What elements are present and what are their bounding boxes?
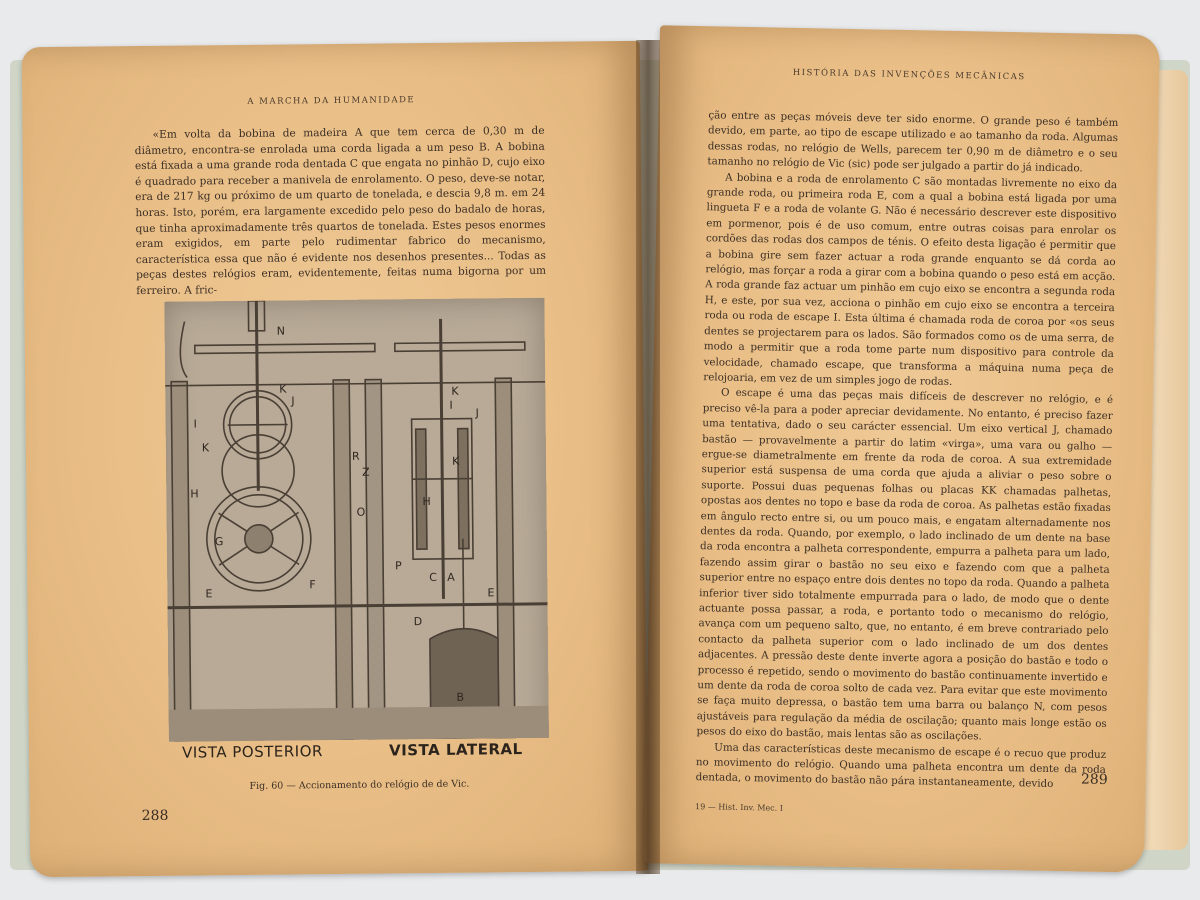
fig-letter: E [487, 586, 495, 600]
right-paragraph-3: O escape é uma das peças mais difíceis de descrever no relógio, e é preciso vê-la para a poder apreciar devidamente. No entanto, é preciso fazer uma tentativa, dado o seu carácter essencial. Um eixo vertical J, chamado bastão — provavelmente a partir do latim «virga», uma vara ou galho — ergue-se diametralmente em frente da roda de coroa. A sua extremidade superior está suspensa de uma corda que ajuda a aliviar o peso sobre o suporte. Possui duas pequenas folhas ou placas KK chamadas palhetas, opostas aos dentes no topo e base da roda de coroa. As palhetas estão fixadas em ângulo recto entre si, ou um pouco mais, e engatam alternadamente nos dentes da roda. Quando, por exemplo, o lado inclinado de um dente na base da roda encontra a palheta correspondente, empurra a palheta para um lado, fazendo assim girar o bastão no seu eixo e fazendo com que a palheta superior entre no espaço entre dois dentes no topo da roda. Quando a palheta inferior tiver sido totalmente empurrada para o lado, de modo que o dente actuante possa passar, a roda, e portanto todo o mecanismo do relógio, avança com um pequeno salto, que, no entanto, é em breve contrariado pelo contacto da palheta superior com o lado inclinado de um dos dentes adjacentes. A pressão deste dente inverte agora a posição do bastão e todo o processo é repetido, sendo o movimento do bastão continuamente invertido e um dente da roda de coroa solto de cada vez. Para evitar que este movimento se faça muito depressa, o bastão tem uma barra ou balanço N, com pesos ajustáveis para regulação da média de oscilação; quanto mais longe estão os pesos do eixo do bastão, mais lentas são as oscilações. [696, 386, 1114, 743]
left-paragraph-1: «Em volta da bobina de madeira A que tem cerca de 0,30 m de diâmetro, encontra-se enrolada uma corda ligada a um peso B. A bobina está fixada a uma grande roda dentada C que engata no pinhão D, cujo eixo é quadrado para receber a manivela de enrolamento. O peso, deve-se notar, era de 217 kg ou próximo de um quarto de tonelada, e descia 9,8 m. em 24 horas. Isto, porém, era largamente excedido pelo peso do badalo de horas, que tinha aproximadamente três quartos de tonelada. Estes pesos enormes eram exigidos, em parte pelo rudimentar fabrico do mecanismo, característica essa que não é evidente nos desenhos presentes... Todas as peças destes relógios eram, evidentemente, feitas numa bigorna por um ferreiro. A fric- [134, 124, 547, 298]
clock-drawing [164, 298, 549, 742]
fig-letter: K [451, 384, 459, 398]
lateral-bar [412, 479, 472, 480]
figure-label-posterior: VISTA POSTERIOR [181, 742, 323, 762]
left-page [22, 41, 649, 877]
right-page [644, 25, 1160, 872]
fig-letter: B [456, 690, 465, 704]
fig-letter: P [395, 559, 402, 573]
floor [169, 706, 549, 742]
fig-letter: G [214, 535, 224, 549]
pillar-mid [333, 380, 353, 740]
pillar-left [171, 382, 191, 742]
fig-letter: J [291, 394, 295, 408]
lateral-wheel-edge [416, 429, 427, 549]
right-running-head: HISTÓRIA DAS INVENÇÕES MECÂNICAS [792, 67, 1026, 83]
left-running-head: A MARCHA DA HUMANIDADE [247, 95, 416, 107]
left-page-number: 288 [141, 807, 169, 825]
figure-caption: Fig. 60 — Accionamento do relógio de de Vic. [249, 778, 470, 792]
fig-letter: H [190, 487, 199, 501]
right-paragraph-2: A bobina e a roda de enrolamento C são montadas livremente no eixo da grande roda, ou primeira roda E, com a qual a bobina está ligada por uma lingueta F e a roda de volante G. Não é necessário descrever este dispositivo em pormenor, pois é de uso comum, entre outras coisas para enrolar os cordões das rodas dos campos de ténis. O efeito desta ligação é permitir que a bobina gire sem fazer actuar a roda grande enquanto se dá corda ao relógio, mas forçar a roda a girar com a bobina quando o peso está em acção. A roda grande faz actuar um pinhão em cujo eixo se encontra a segunda roda H, e este, por sua vez, acciona o pinhão em cujo eixo se encontra a terceira roda ou roda de escape I. Esta última é chamada roda de coroa por «os seus dentes se projectarem para os lados. São formados como os de uma serra, de modo a permitir que a roda tome parte num dispositivo para controle da velocidade, chamado escape, que transforma a máquina numa peça de relojoaria, em vez de um simples jogo de rodas. [703, 171, 1118, 388]
crossbar-top [165, 382, 545, 386]
right-paragraph-1: ção entre as peças móveis deve ter sido enorme. O grande peso é também devido, em parte, ao tipo de escape utilizado e ao tamanho da roda. Algumas dessas rodas, no relógio de Wells, parecem ter 0,90 m de diâmetro e o seu tamanho no relógio de Vic (sic) pode ser julgado a partir do já indicado. [707, 109, 1119, 175]
top-beam-right [395, 342, 525, 351]
right-paragraph-4: Uma das características deste mecanismo de escape é o recuo que produz no movimento do relógio. Quando uma palheta encontra um dente da roda dentada, o movimento do bastão não pára instantaneamente, devido [695, 741, 1107, 791]
printer-signature: 19 — Hist. Inv. Mec. I [695, 802, 783, 813]
fig-letter: J [475, 406, 479, 420]
left-body-text [135, 124, 547, 300]
fig-letter: N [276, 324, 285, 338]
right-page-number: 289 [1080, 771, 1108, 789]
fig-letter: A [447, 570, 455, 584]
fig-letter: Z [362, 465, 370, 479]
figure-label-lateral: VISTA LATERAL [388, 740, 523, 760]
clock-mechanism-figure [164, 298, 549, 742]
fig-letter: E [205, 587, 213, 601]
right-body-text [695, 108, 1118, 794]
fig-letter: I [193, 417, 197, 431]
wheel-hub [245, 525, 273, 553]
fig-letter: C [429, 570, 438, 585]
fig-letter: D [413, 615, 423, 629]
fig-letter: H [422, 495, 431, 509]
pillar-mid-2 [365, 380, 385, 740]
fig-letter: F [309, 578, 316, 592]
top-beam [195, 344, 375, 354]
book-gutter [636, 40, 660, 874]
crossbar-bottom [168, 604, 548, 608]
lateral-wheel-edge-2 [458, 429, 469, 549]
fig-letter: R [351, 449, 360, 463]
fig-letter: K [451, 454, 460, 468]
fig-letter: I [449, 398, 453, 412]
crown-spoke-v [257, 395, 258, 455]
fig-letter: K [201, 441, 210, 455]
fig-letter: K [279, 382, 287, 396]
weight-cord [463, 539, 464, 629]
lateral-staff [441, 319, 444, 599]
fig-letter: O [356, 505, 366, 519]
left-bracket [180, 322, 187, 378]
